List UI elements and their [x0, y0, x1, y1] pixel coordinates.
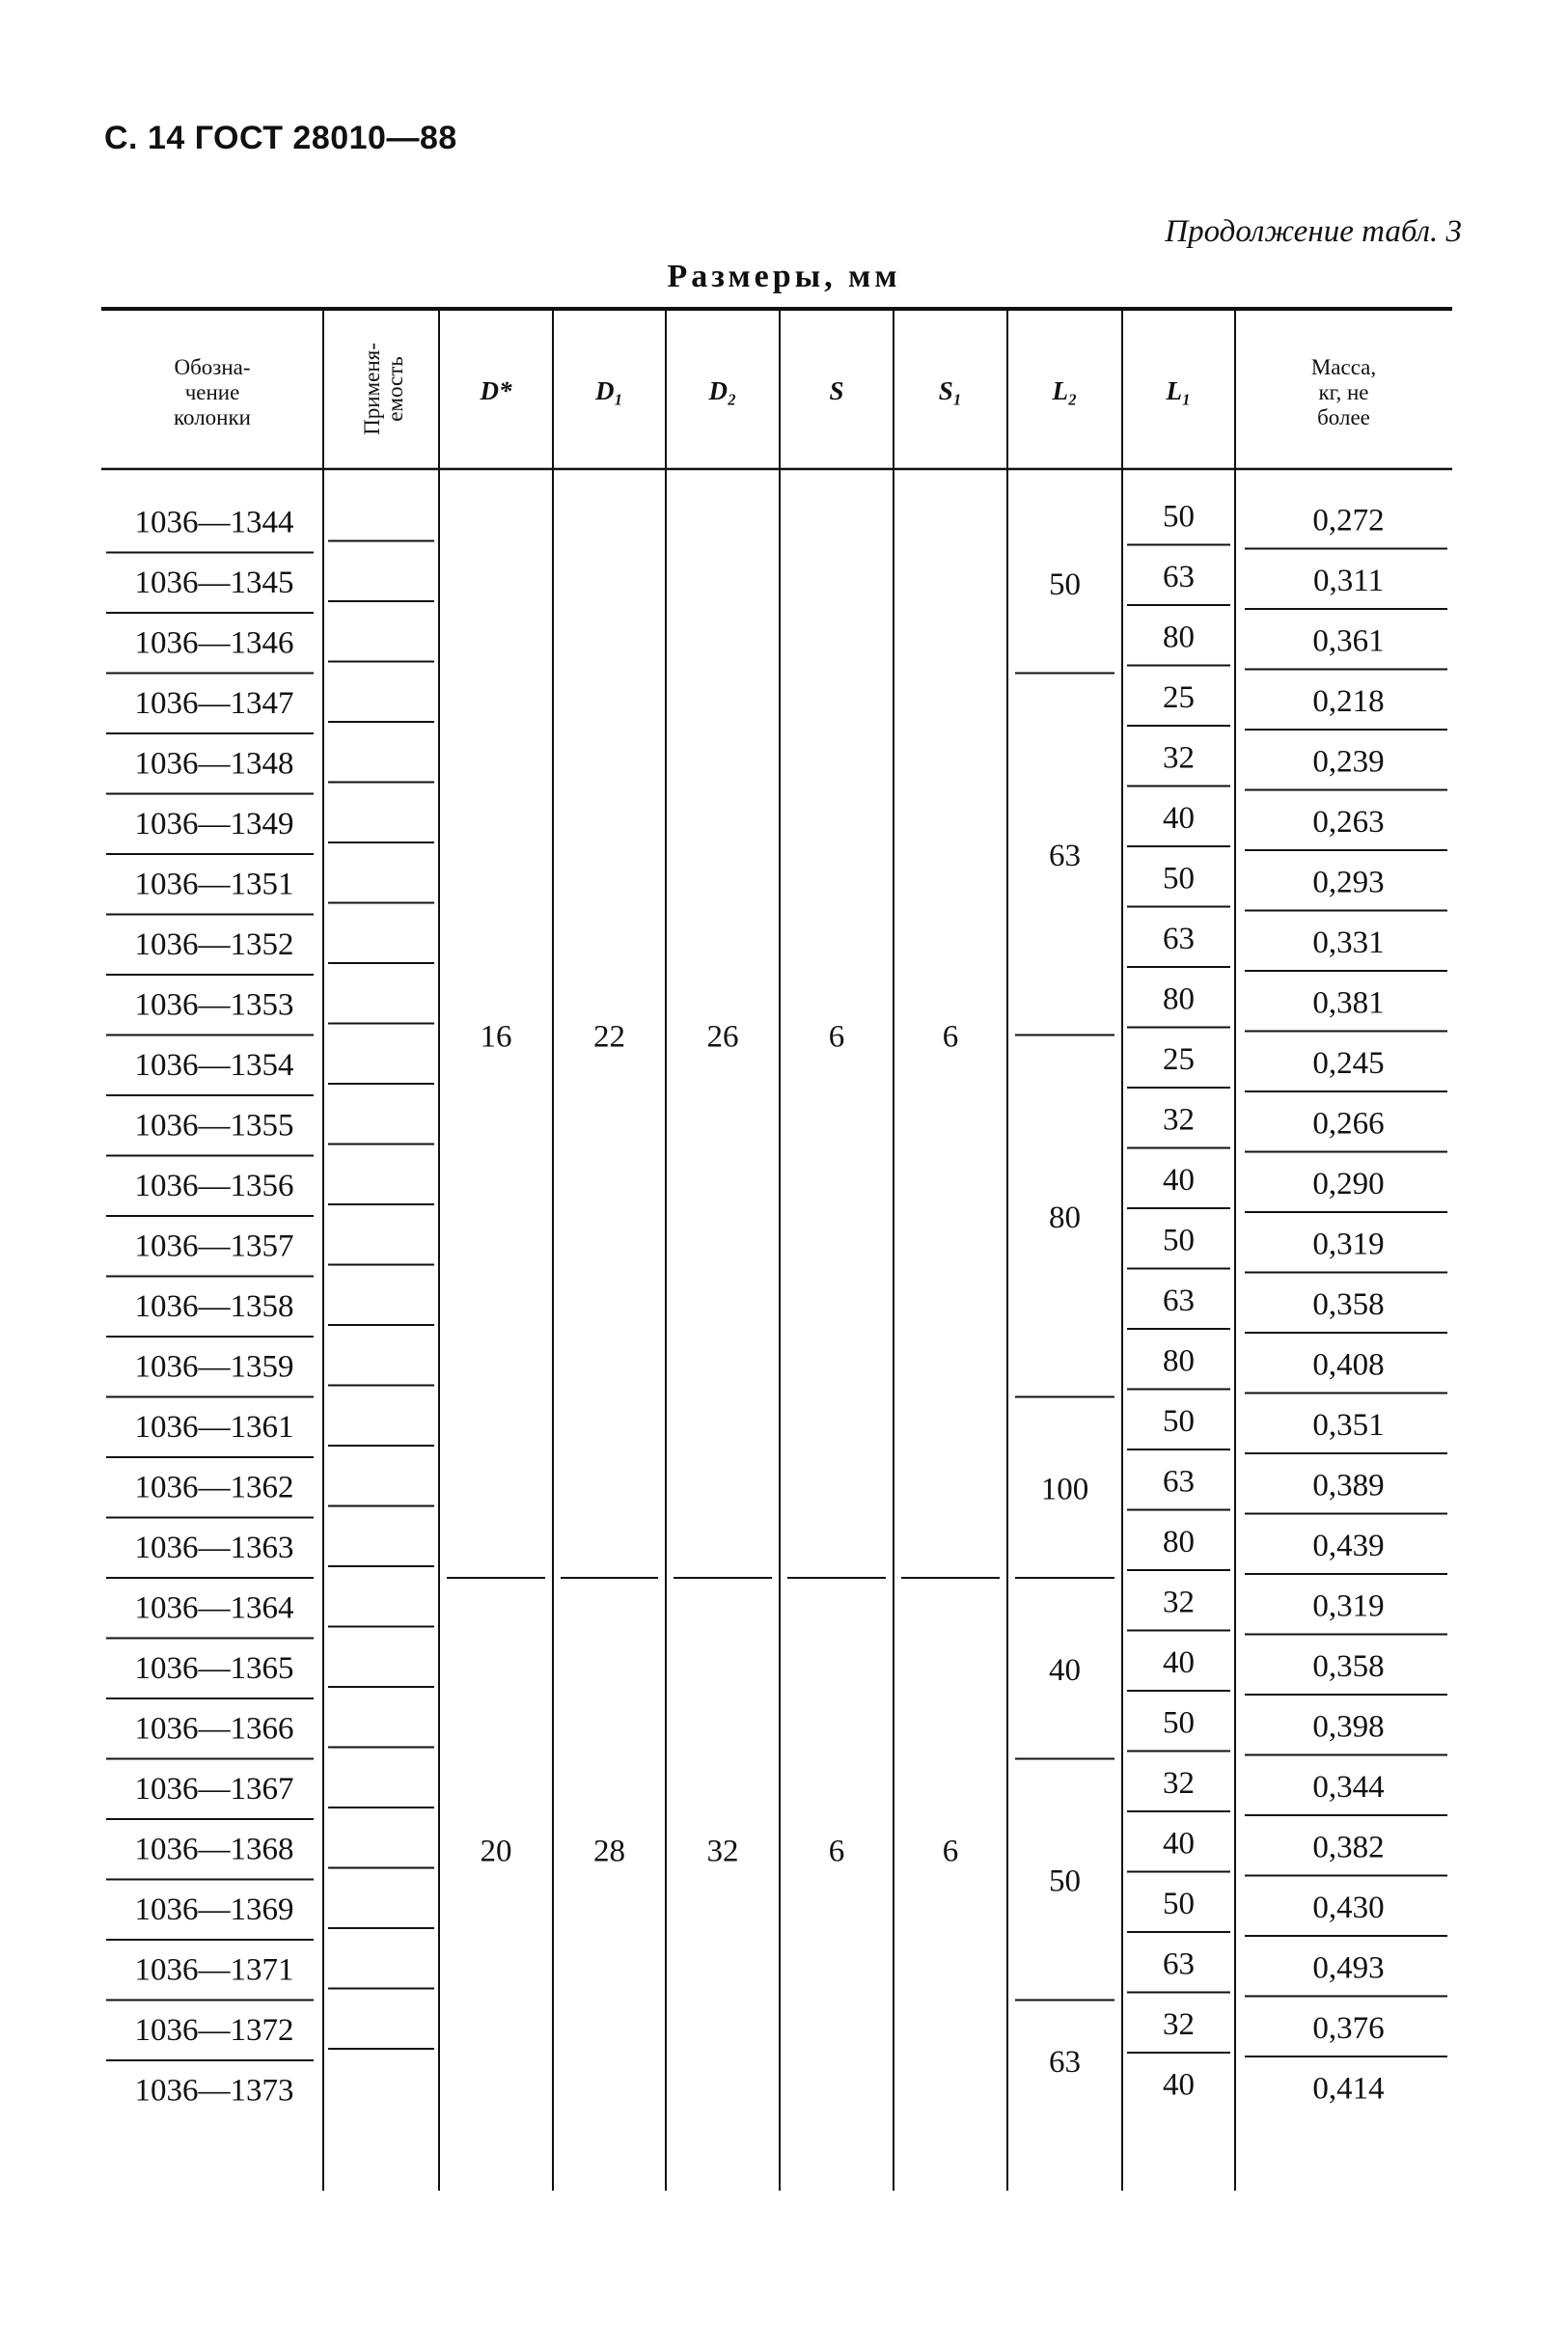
mass-cell: 0,331 — [1312, 925, 1385, 960]
l1-cell: 32 — [1163, 1765, 1195, 1801]
mass-cell: 0,358 — [1312, 1286, 1385, 1322]
mass-cell: 0,266 — [1312, 1106, 1385, 1142]
l1-cell: 40 — [1163, 1162, 1195, 1198]
l1-cell: 40 — [1163, 800, 1195, 836]
header-d: D* — [480, 376, 512, 405]
designation-cell: 1036—1371 — [134, 1952, 294, 1988]
l1-cell: 50 — [1163, 1886, 1195, 1921]
designation-cell: 1036—1365 — [134, 1650, 294, 1686]
l1-cell: 63 — [1163, 1464, 1195, 1500]
table-caption: Размеры, мм — [667, 259, 901, 294]
l1-cell: 80 — [1163, 1524, 1195, 1559]
designation-cell: 1036—1356 — [134, 1168, 294, 1203]
group-s-cell: 6 — [828, 1019, 845, 1055]
group-d-cell: 20 — [480, 1834, 512, 1869]
designation-cell: 1036—1366 — [134, 1711, 294, 1747]
l1-cell: 40 — [1163, 1826, 1195, 1862]
designation-cell: 1036—1372 — [134, 2012, 294, 2048]
mass-cell: 0,239 — [1312, 744, 1385, 780]
l1-cell: 25 — [1163, 679, 1195, 715]
l2-cell: 50 — [1049, 1863, 1081, 1899]
mass-cell: 0,351 — [1312, 1407, 1385, 1443]
designation-cell: 1036—1359 — [134, 1349, 294, 1385]
designation-cell: 1036—1346 — [134, 625, 294, 661]
page-header: С. 14 ГОСТ 28010—88 — [104, 120, 457, 156]
l2-cell: 63 — [1049, 2045, 1081, 2080]
designation-cell: 1036—1369 — [134, 1891, 294, 1927]
mass-cell: 0,398 — [1312, 1709, 1385, 1745]
group-d2-cell: 32 — [706, 1834, 739, 1869]
designation-cell: 1036—1367 — [134, 1771, 294, 1807]
table-continuation-note: Продолжение табл. 3 — [1165, 214, 1462, 249]
mass-cell: 0,319 — [1312, 1227, 1385, 1262]
designation-cell: 1036—1348 — [134, 746, 294, 782]
group-s1-cell: 6 — [942, 1834, 959, 1869]
mass-cell: 0,414 — [1312, 2071, 1385, 2107]
l1-cell: 50 — [1163, 1223, 1195, 1258]
l1-cell: 32 — [1163, 1102, 1195, 1138]
mass-cell: 0,493 — [1312, 1950, 1385, 1986]
designation-cell: 1036—1357 — [134, 1228, 294, 1264]
designation-cell: 1036—1349 — [134, 806, 294, 842]
designation-cell: 1036—1361 — [134, 1409, 294, 1445]
mass-cell: 0,272 — [1312, 503, 1385, 538]
l1-cell: 80 — [1163, 1343, 1195, 1379]
mass-cell: 0,389 — [1312, 1468, 1385, 1504]
header-s: S — [829, 376, 844, 405]
mass-cell: 0,361 — [1312, 623, 1385, 659]
l1-cell: 63 — [1163, 559, 1195, 594]
l1-cell: 80 — [1163, 981, 1195, 1017]
l1-cell: 50 — [1163, 861, 1195, 897]
header-designation: колонки — [174, 405, 251, 429]
l1-cell: 32 — [1163, 740, 1195, 776]
designation-cell: 1036—1355 — [134, 1108, 294, 1144]
designation-cell: 1036—1353 — [134, 987, 294, 1023]
l1-cell: 40 — [1163, 1644, 1195, 1680]
designation-cell: 1036—1368 — [134, 1832, 294, 1867]
mass-cell: 0,439 — [1312, 1528, 1385, 1563]
header-d2: D₂ — [708, 376, 737, 405]
designation-cell: 1036—1351 — [134, 867, 294, 902]
l2-cell: 80 — [1049, 1201, 1081, 1235]
group-d-cell: 16 — [480, 1019, 512, 1055]
designation-cell: 1036—1345 — [134, 565, 294, 600]
l2-cell: 100 — [1040, 1472, 1089, 1507]
header-mass: Масса, — [1310, 355, 1377, 379]
designation-cell: 1036—1362 — [134, 1470, 294, 1505]
mass-cell: 0,311 — [1312, 563, 1385, 598]
designation-cell: 1036—1352 — [134, 926, 294, 962]
l2-cell: 63 — [1049, 839, 1081, 873]
l1-cell: 32 — [1163, 1585, 1195, 1620]
designation-cell: 1036—1373 — [134, 2073, 294, 2109]
header-designation: Обозна- — [174, 355, 251, 379]
l2-cell: 40 — [1049, 1652, 1081, 1688]
l1-cell: 63 — [1163, 1283, 1195, 1318]
header-applicability: Применя-емость — [360, 343, 407, 435]
header-designation: чение — [184, 380, 240, 404]
l1-cell: 50 — [1163, 1705, 1195, 1741]
mass-cell: 0,376 — [1312, 2010, 1385, 2046]
header-l2: L₂ — [1052, 376, 1078, 405]
header-mass: более — [1317, 405, 1370, 429]
header-s1: S₁ — [938, 376, 963, 405]
group-s1-cell: 6 — [942, 1019, 959, 1055]
header-l1: L₁ — [1166, 376, 1192, 405]
mass-cell: 0,319 — [1312, 1588, 1385, 1624]
group-d1-cell: 28 — [593, 1834, 625, 1869]
group-s-cell: 6 — [828, 1834, 845, 1869]
mass-cell: 0,218 — [1312, 683, 1385, 719]
mass-cell: 0,245 — [1312, 1045, 1385, 1081]
header-mass: кг, не — [1318, 380, 1369, 404]
l1-cell: 32 — [1163, 2006, 1195, 2042]
group-d2-cell: 26 — [706, 1019, 739, 1055]
designation-cell: 1036—1347 — [134, 685, 294, 721]
mass-cell: 0,290 — [1312, 1166, 1385, 1201]
l1-cell: 50 — [1163, 499, 1195, 535]
mass-cell: 0,263 — [1312, 804, 1385, 840]
group-d1-cell: 22 — [593, 1019, 625, 1055]
mass-cell: 0,382 — [1312, 1830, 1385, 1865]
l2-cell: 50 — [1049, 566, 1081, 602]
mass-cell: 0,408 — [1312, 1347, 1385, 1383]
mass-cell: 0,430 — [1312, 1890, 1385, 1925]
l1-cell: 50 — [1163, 1403, 1195, 1439]
designation-cell: 1036—1364 — [134, 1590, 294, 1626]
designation-cell: 1036—1344 — [134, 505, 294, 540]
designation-cell: 1036—1363 — [134, 1530, 294, 1565]
l1-cell: 40 — [1163, 2067, 1195, 2103]
mass-cell: 0,358 — [1312, 1648, 1385, 1684]
header-d1: D₁ — [595, 376, 623, 405]
mass-cell: 0,344 — [1312, 1769, 1385, 1805]
designation-cell: 1036—1358 — [134, 1288, 294, 1324]
l1-cell: 63 — [1163, 1946, 1195, 1982]
l1-cell: 80 — [1163, 620, 1195, 655]
l1-cell: 63 — [1163, 921, 1195, 956]
l1-cell: 25 — [1163, 1041, 1195, 1077]
designation-cell: 1036—1354 — [134, 1047, 294, 1083]
mass-cell: 0,293 — [1312, 865, 1385, 900]
mass-cell: 0,381 — [1312, 985, 1385, 1021]
